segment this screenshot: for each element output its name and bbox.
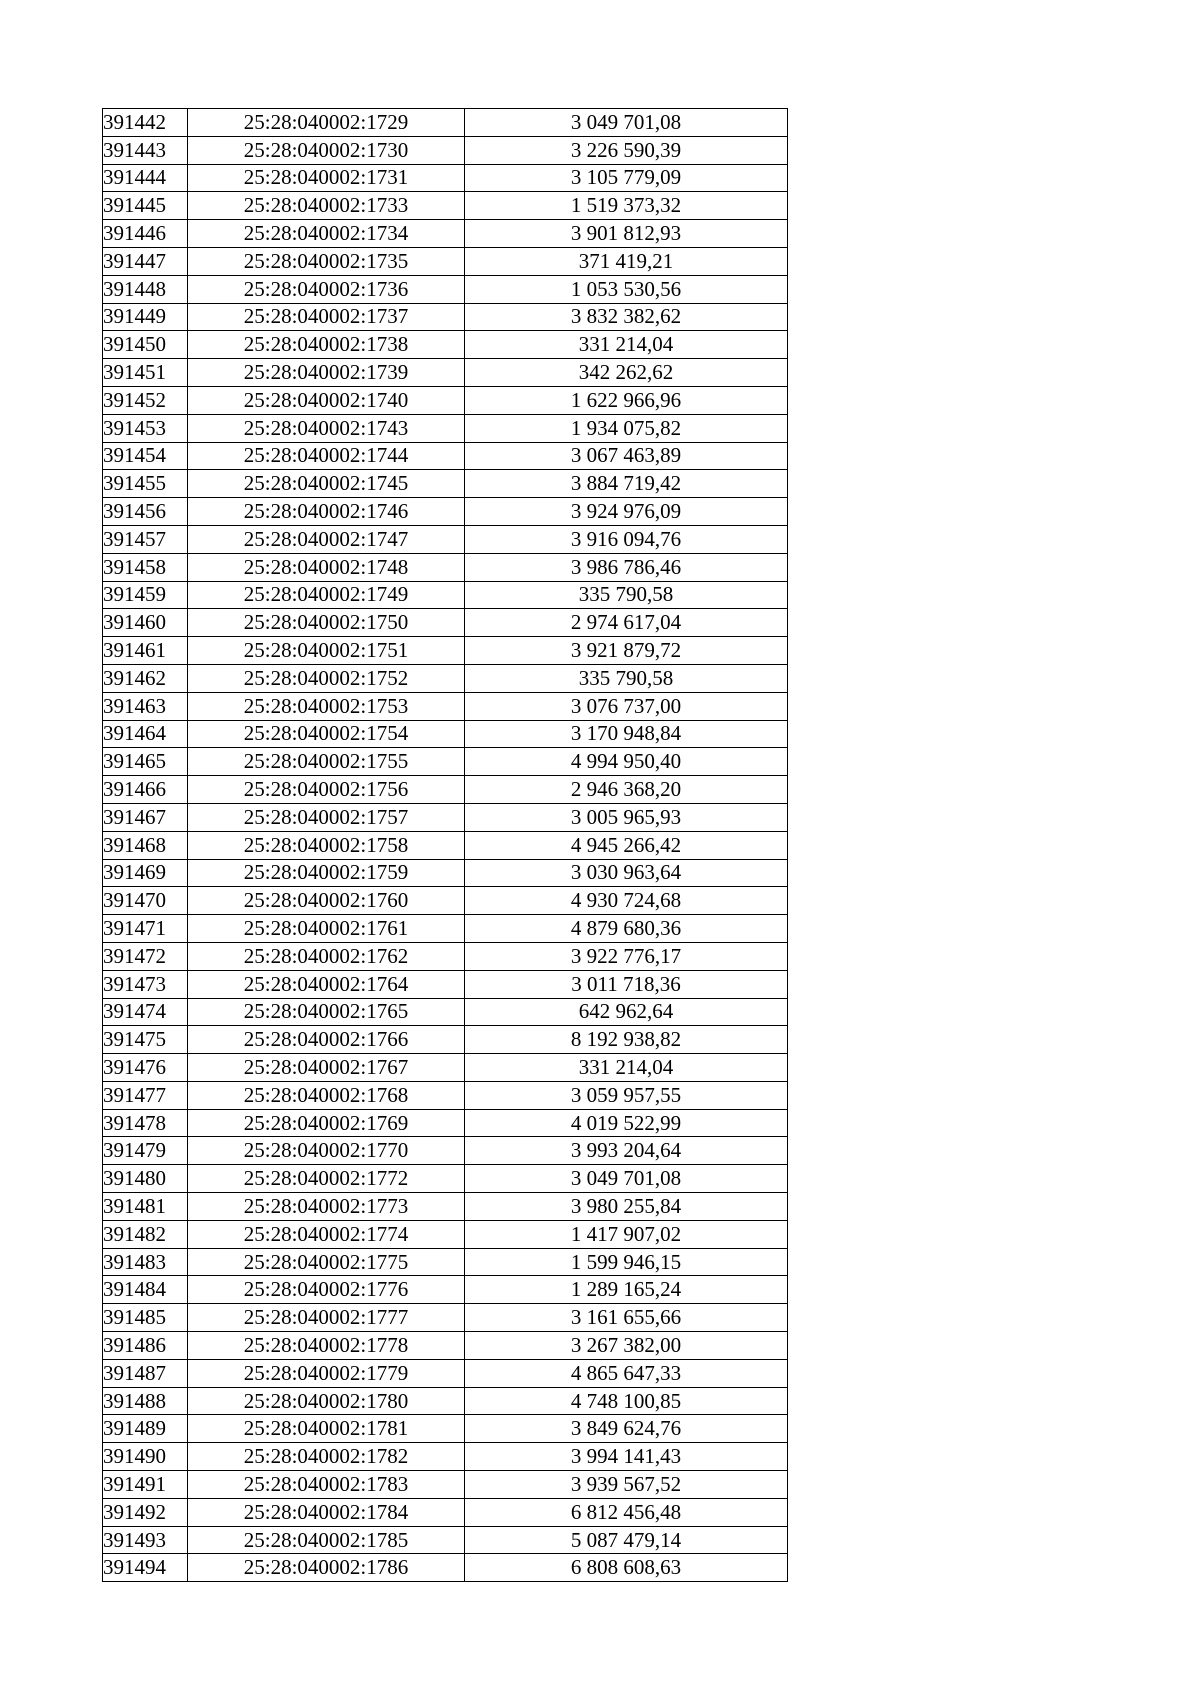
- row-id-cell: 391491: [103, 1471, 188, 1499]
- cadastral-number-cell: 25:28:040002:1736: [188, 275, 465, 303]
- row-id-cell: 391443: [103, 136, 188, 164]
- row-id-cell: 391478: [103, 1109, 188, 1137]
- cadastral-number-cell: 25:28:040002:1752: [188, 664, 465, 692]
- cadastral-number-cell: 25:28:040002:1764: [188, 970, 465, 998]
- row-id-cell: 391463: [103, 692, 188, 720]
- cadastral-value-cell: 4 748 100,85: [465, 1387, 788, 1415]
- cadastral-value-cell: 3 067 463,89: [465, 442, 788, 470]
- cadastral-number-cell: 25:28:040002:1751: [188, 637, 465, 665]
- table-row: [103, 803, 788, 831]
- cadastral-value-cell: 1 519 373,32: [465, 192, 788, 220]
- row-id-cell: 391482: [103, 1220, 188, 1248]
- cadastral-number-cell: 25:28:040002:1769: [188, 1109, 465, 1137]
- cadastral-value-cell: 4 945 266,42: [465, 831, 788, 859]
- cadastral-number-cell: 25:28:040002:1767: [188, 1054, 465, 1082]
- table-row: [103, 164, 788, 192]
- row-id-cell: 391444: [103, 164, 188, 192]
- cadastral-value-cell: 642 962,64: [465, 998, 788, 1026]
- cadastral-value-cell: 8 192 938,82: [465, 1026, 788, 1054]
- row-id-cell: 391448: [103, 275, 188, 303]
- table-row: [103, 1165, 788, 1193]
- row-id-cell: 391472: [103, 942, 188, 970]
- table-row: [103, 998, 788, 1026]
- row-id-cell: 391488: [103, 1387, 188, 1415]
- table-row: [103, 1276, 788, 1304]
- row-id-cell: 391484: [103, 1276, 188, 1304]
- row-id-cell: 391466: [103, 776, 188, 804]
- cadastral-value-cell: 3 161 655,66: [465, 1304, 788, 1332]
- cadastral-value-cell: 3 994 141,43: [465, 1443, 788, 1471]
- cadastral-number-cell: 25:28:040002:1775: [188, 1248, 465, 1276]
- cadastral-number-cell: 25:28:040002:1748: [188, 553, 465, 581]
- cadastral-number-cell: 25:28:040002:1731: [188, 164, 465, 192]
- cadastral-number-cell: 25:28:040002:1756: [188, 776, 465, 804]
- cadastral-number-cell: 25:28:040002:1782: [188, 1443, 465, 1471]
- cadastral-value-cell: 3 921 879,72: [465, 637, 788, 665]
- row-id-cell: 391458: [103, 553, 188, 581]
- table-row: [103, 1387, 788, 1415]
- cadastral-value-cell: 3 049 701,08: [465, 1165, 788, 1193]
- table-row: [103, 776, 788, 804]
- cadastral-number-cell: 25:28:040002:1738: [188, 331, 465, 359]
- cadastral-number-cell: 25:28:040002:1779: [188, 1359, 465, 1387]
- cadastral-number-cell: 25:28:040002:1785: [188, 1526, 465, 1554]
- cadastral-value-cell: 2 974 617,04: [465, 609, 788, 637]
- cadastral-value-cell: 4 879 680,36: [465, 915, 788, 943]
- table-row: [103, 331, 788, 359]
- row-id-cell: 391459: [103, 581, 188, 609]
- cadastral-value-cell: 1 599 946,15: [465, 1248, 788, 1276]
- cadastral-value-cell: 3 901 812,93: [465, 220, 788, 248]
- cadastral-value-cell: 3 030 963,64: [465, 859, 788, 887]
- row-id-cell: 391442: [103, 109, 188, 137]
- row-id-cell: 391493: [103, 1526, 188, 1554]
- row-id-cell: 391460: [103, 609, 188, 637]
- row-id-cell: 391457: [103, 525, 188, 553]
- row-id-cell: 391479: [103, 1137, 188, 1165]
- table-row: [103, 859, 788, 887]
- table-row: [103, 942, 788, 970]
- table-row: [103, 1304, 788, 1332]
- cadastral-number-cell: 25:28:040002:1761: [188, 915, 465, 943]
- row-id-cell: 391487: [103, 1359, 188, 1387]
- cadastral-value-cell: 3 924 976,09: [465, 498, 788, 526]
- table-row: [103, 1415, 788, 1443]
- table-row: [103, 359, 788, 387]
- cadastral-value-cell: 4 865 647,33: [465, 1359, 788, 1387]
- row-id-cell: 391489: [103, 1415, 188, 1443]
- cadastral-number-cell: 25:28:040002:1765: [188, 998, 465, 1026]
- row-id-cell: 391470: [103, 887, 188, 915]
- cadastral-value-cell: 3 993 204,64: [465, 1137, 788, 1165]
- cadastral-number-cell: 25:28:040002:1754: [188, 720, 465, 748]
- row-id-cell: 391464: [103, 720, 188, 748]
- table-row: [103, 664, 788, 692]
- cadastral-value-cell: 3 939 567,52: [465, 1471, 788, 1499]
- cadastral-value-cell: 3 922 776,17: [465, 942, 788, 970]
- table-row: [103, 748, 788, 776]
- table-row: [103, 442, 788, 470]
- row-id-cell: 391453: [103, 414, 188, 442]
- table-row: [103, 1526, 788, 1554]
- row-id-cell: 391475: [103, 1026, 188, 1054]
- cadastral-number-cell: 25:28:040002:1762: [188, 942, 465, 970]
- cadastral-value-cell: 1 934 075,82: [465, 414, 788, 442]
- row-id-cell: 391471: [103, 915, 188, 943]
- table-row: [103, 1498, 788, 1526]
- cadastral-number-cell: 25:28:040002:1781: [188, 1415, 465, 1443]
- table-row: [103, 1081, 788, 1109]
- table-row: [103, 386, 788, 414]
- table-body: [103, 109, 788, 1582]
- row-id-cell: 391462: [103, 664, 188, 692]
- row-id-cell: 391465: [103, 748, 188, 776]
- table-row: [103, 831, 788, 859]
- cadastral-number-cell: 25:28:040002:1749: [188, 581, 465, 609]
- row-id-cell: 391474: [103, 998, 188, 1026]
- table-row: [103, 247, 788, 275]
- table-row: [103, 1359, 788, 1387]
- cadastral-number-cell: 25:28:040002:1777: [188, 1304, 465, 1332]
- cadastral-number-cell: 25:28:040002:1784: [188, 1498, 465, 1526]
- cadastral-value-cell: 4 930 724,68: [465, 887, 788, 915]
- cadastral-value-cell: 3 267 382,00: [465, 1332, 788, 1360]
- cadastral-number-cell: 25:28:040002:1766: [188, 1026, 465, 1054]
- cadastral-number-cell: 25:28:040002:1772: [188, 1165, 465, 1193]
- row-id-cell: 391447: [103, 247, 188, 275]
- row-id-cell: 391494: [103, 1554, 188, 1582]
- cadastral-value-cell: 3 884 719,42: [465, 470, 788, 498]
- cadastral-number-cell: 25:28:040002:1776: [188, 1276, 465, 1304]
- cadastral-value-cell: 331 214,04: [465, 331, 788, 359]
- row-id-cell: 391485: [103, 1304, 188, 1332]
- cadastral-value-cell: 3 170 948,84: [465, 720, 788, 748]
- row-id-cell: 391469: [103, 859, 188, 887]
- table-row: [103, 1443, 788, 1471]
- cadastral-value-cell: 3 226 590,39: [465, 136, 788, 164]
- table-row: [103, 109, 788, 137]
- row-id-cell: 391467: [103, 803, 188, 831]
- cadastral-value-cell: 1 289 165,24: [465, 1276, 788, 1304]
- row-id-cell: 391456: [103, 498, 188, 526]
- table-row: [103, 220, 788, 248]
- table-row: [103, 1471, 788, 1499]
- table-row: [103, 581, 788, 609]
- row-id-cell: 391446: [103, 220, 188, 248]
- cadastral-value-cell: 6 812 456,48: [465, 1498, 788, 1526]
- cadastral-value-cell: 6 808 608,63: [465, 1554, 788, 1582]
- cadastral-value-cell: 3 916 094,76: [465, 525, 788, 553]
- row-id-cell: 391450: [103, 331, 188, 359]
- row-id-cell: 391480: [103, 1165, 188, 1193]
- cadastral-value-cell: 3 011 718,36: [465, 970, 788, 998]
- cadastral-number-cell: 25:28:040002:1760: [188, 887, 465, 915]
- row-id-cell: 391468: [103, 831, 188, 859]
- cadastral-value-cell: 1 053 530,56: [465, 275, 788, 303]
- table-row: [103, 1220, 788, 1248]
- table-row: [103, 692, 788, 720]
- table-row: [103, 1137, 788, 1165]
- cadastral-value-cell: 331 214,04: [465, 1054, 788, 1082]
- cadastral-value-cell: 3 832 382,62: [465, 303, 788, 331]
- row-id-cell: 391473: [103, 970, 188, 998]
- cadastral-number-cell: 25:28:040002:1737: [188, 303, 465, 331]
- cadastral-number-cell: 25:28:040002:1733: [188, 192, 465, 220]
- cadastral-value-cell: 4 019 522,99: [465, 1109, 788, 1137]
- table-row: [103, 1248, 788, 1276]
- row-id-cell: 391483: [103, 1248, 188, 1276]
- row-id-cell: 391481: [103, 1193, 188, 1221]
- cadastral-number-cell: 25:28:040002:1773: [188, 1193, 465, 1221]
- cadastral-value-cell: 1 622 966,96: [465, 386, 788, 414]
- cadastral-number-cell: 25:28:040002:1755: [188, 748, 465, 776]
- cadastral-number-cell: 25:28:040002:1744: [188, 442, 465, 470]
- cadastral-number-cell: 25:28:040002:1746: [188, 498, 465, 526]
- table-row: [103, 136, 788, 164]
- cadastral-number-cell: 25:28:040002:1739: [188, 359, 465, 387]
- cadastral-number-cell: 25:28:040002:1740: [188, 386, 465, 414]
- cadastral-value-cell: 3 005 965,93: [465, 803, 788, 831]
- cadastral-number-cell: 25:28:040002:1780: [188, 1387, 465, 1415]
- table-row: [103, 915, 788, 943]
- row-id-cell: 391461: [103, 637, 188, 665]
- table-row: [103, 1554, 788, 1582]
- cadastral-value-cell: 335 790,58: [465, 664, 788, 692]
- cadastral-number-cell: 25:28:040002:1778: [188, 1332, 465, 1360]
- table-row: [103, 275, 788, 303]
- cadastral-value-cell: 335 790,58: [465, 581, 788, 609]
- cadastral-number-cell: 25:28:040002:1743: [188, 414, 465, 442]
- cadastral-number-cell: 25:28:040002:1774: [188, 1220, 465, 1248]
- cadastral-value-table: [102, 108, 788, 1582]
- cadastral-value-cell: 3 076 737,00: [465, 692, 788, 720]
- row-id-cell: 391455: [103, 470, 188, 498]
- table-row: [103, 1026, 788, 1054]
- row-id-cell: 391490: [103, 1443, 188, 1471]
- table-row: [103, 1054, 788, 1082]
- cadastral-number-cell: 25:28:040002:1753: [188, 692, 465, 720]
- cadastral-value-cell: 3 986 786,46: [465, 553, 788, 581]
- table-row: [103, 525, 788, 553]
- table-row: [103, 970, 788, 998]
- cadastral-value-cell: 1 417 907,02: [465, 1220, 788, 1248]
- row-id-cell: 391492: [103, 1498, 188, 1526]
- cadastral-number-cell: 25:28:040002:1758: [188, 831, 465, 859]
- cadastral-number-cell: 25:28:040002:1786: [188, 1554, 465, 1582]
- cadastral-number-cell: 25:28:040002:1747: [188, 525, 465, 553]
- cadastral-value-cell: 342 262,62: [465, 359, 788, 387]
- cadastral-value-cell: 3 059 957,55: [465, 1081, 788, 1109]
- cadastral-number-cell: 25:28:040002:1757: [188, 803, 465, 831]
- row-id-cell: 391445: [103, 192, 188, 220]
- cadastral-value-cell: 4 994 950,40: [465, 748, 788, 776]
- cadastral-value-cell: 2 946 368,20: [465, 776, 788, 804]
- cadastral-number-cell: 25:28:040002:1783: [188, 1471, 465, 1499]
- cadastral-value-cell: 371 419,21: [465, 247, 788, 275]
- cadastral-number-cell: 25:28:040002:1735: [188, 247, 465, 275]
- table-row: [103, 1332, 788, 1360]
- cadastral-value-cell: 3 049 701,08: [465, 109, 788, 137]
- table-row: [103, 637, 788, 665]
- cadastral-number-cell: 25:28:040002:1768: [188, 1081, 465, 1109]
- cadastral-number-cell: 25:28:040002:1770: [188, 1137, 465, 1165]
- cadastral-number-cell: 25:28:040002:1759: [188, 859, 465, 887]
- table-row: [103, 470, 788, 498]
- cadastral-value-cell: 3 849 624,76: [465, 1415, 788, 1443]
- table-row: [103, 192, 788, 220]
- table-row: [103, 553, 788, 581]
- cadastral-number-cell: 25:28:040002:1729: [188, 109, 465, 137]
- table-row: [103, 1193, 788, 1221]
- row-id-cell: 391486: [103, 1332, 188, 1360]
- row-id-cell: 391451: [103, 359, 188, 387]
- cadastral-number-cell: 25:28:040002:1734: [188, 220, 465, 248]
- cadastral-value-cell: 3 105 779,09: [465, 164, 788, 192]
- table-row: [103, 887, 788, 915]
- row-id-cell: 391476: [103, 1054, 188, 1082]
- cadastral-number-cell: 25:28:040002:1745: [188, 470, 465, 498]
- table-row: [103, 303, 788, 331]
- row-id-cell: 391454: [103, 442, 188, 470]
- table-row: [103, 1109, 788, 1137]
- cadastral-number-cell: 25:28:040002:1750: [188, 609, 465, 637]
- cadastral-value-cell: 5 087 479,14: [465, 1526, 788, 1554]
- cadastral-number-cell: 25:28:040002:1730: [188, 136, 465, 164]
- row-id-cell: 391477: [103, 1081, 188, 1109]
- row-id-cell: 391452: [103, 386, 188, 414]
- table-row: [103, 414, 788, 442]
- row-id-cell: 391449: [103, 303, 188, 331]
- cadastral-value-cell: 3 980 255,84: [465, 1193, 788, 1221]
- table-row: [103, 609, 788, 637]
- table-row: [103, 720, 788, 748]
- table-row: [103, 498, 788, 526]
